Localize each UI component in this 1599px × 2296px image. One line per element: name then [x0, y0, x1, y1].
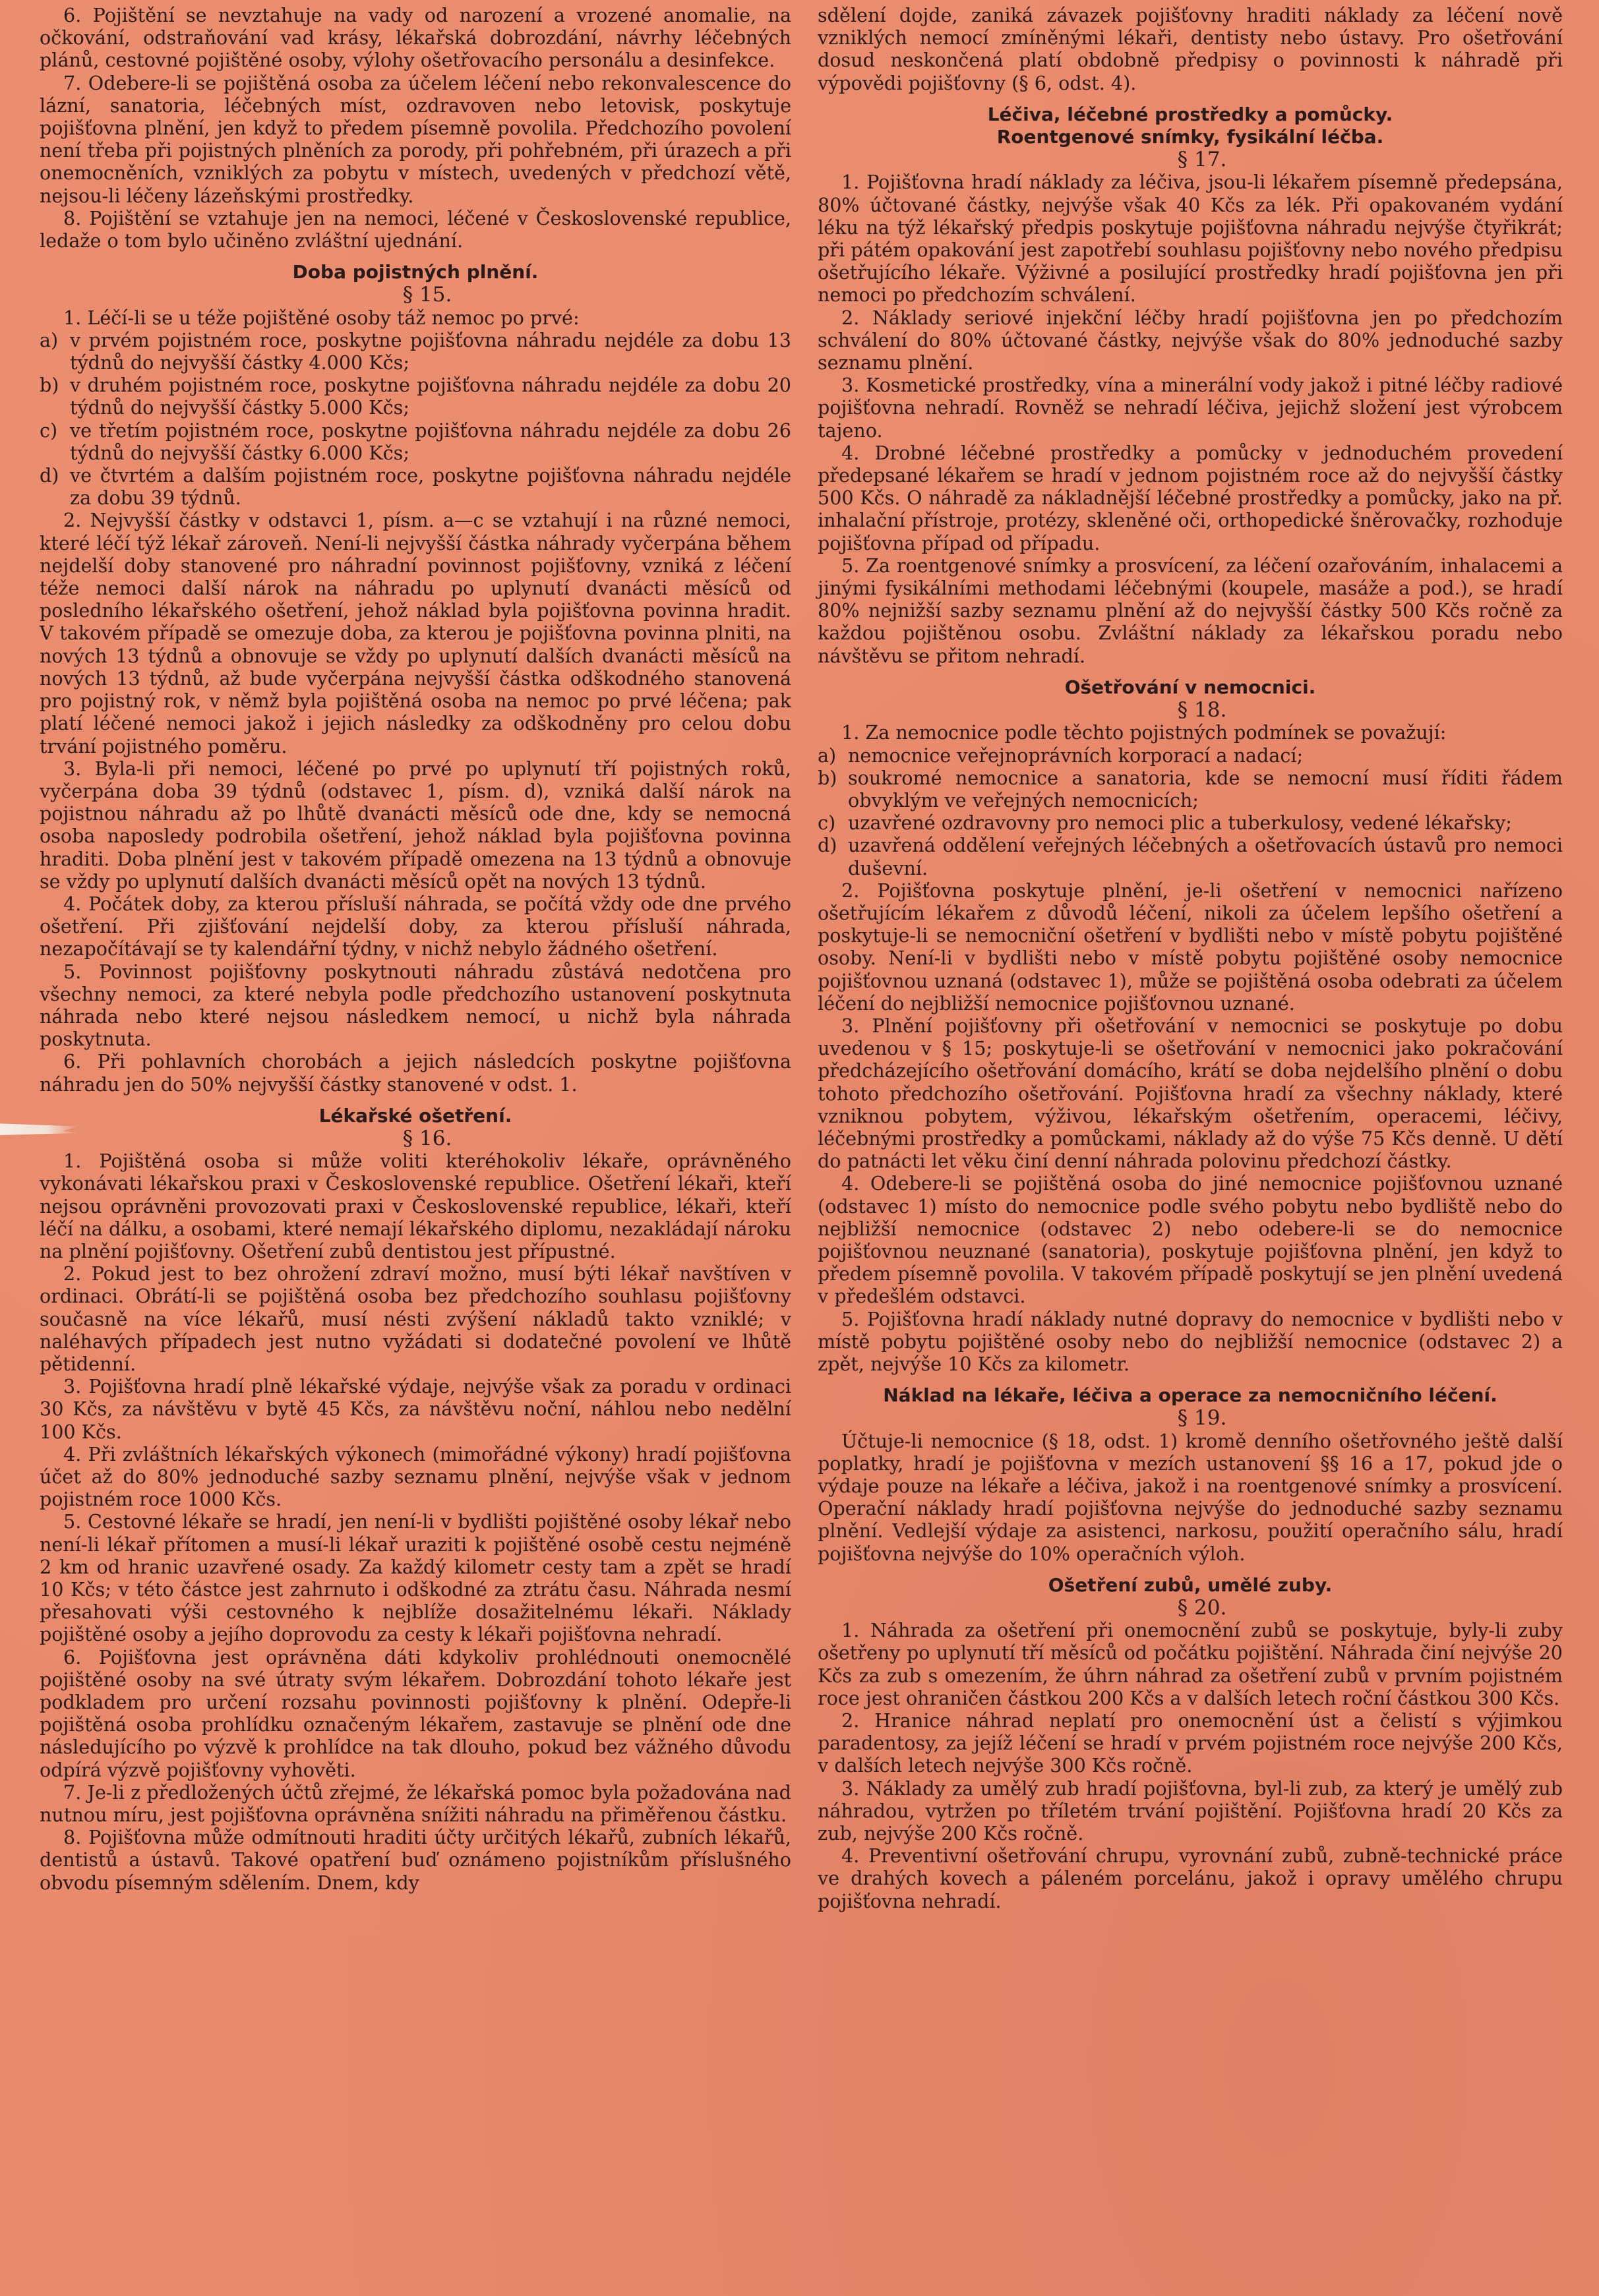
list-item-text: soukromé nemocnice a sanatoria, kde se nemocní musí říditi řádem obvyklým ve veřejných nemocnicích;	[848, 766, 1563, 811]
paragraph: 5. Pojišťovna hradí náklady nutné dopravy do nemocnice v bydlišti nebo v místě pobytu pojištěné osoby nebo do nejbližší nemocnice (odstavec 2) a zpět, nejvýše 10 Kčs za kilometr.	[818, 1307, 1563, 1375]
list-item	[818, 767, 1563, 811]
paragraph: 6. Pojišťovna jest oprávněna dáti kdykoliv prohlédnouti onemocnělé pojištěné osoby na své útraty svým lékařem. Dobrozdání tohoto lékaře jest podkladem pro určení rozsahu povinnosti pojišťovny k plnění. Odepře-li pojištěná osoba prohlídku označeným lékařem, zastavuje se plnění ode dne následujícího po výzvě k prohlídce na tak dlouho, pokud bez vážného důvodu odpírá výzvě pojišťovny vyhověti.	[40, 1645, 791, 1781]
list-item-text: ve třetím pojistném roce, poskytne pojišťovna náhradu nejdéle za dobu 26 týdnů do nejvyšší částky 6.000 Kčs;	[70, 419, 791, 464]
list-item-label: d)	[818, 834, 837, 857]
section-heading: Náklad na lékaře, léčiva a operace za nemocničního léčení.	[883, 1384, 1497, 1407]
paragraph-number: § 19.	[1177, 1406, 1227, 1430]
section-subheading: Roentgenové snímky, fysikální léčba.	[996, 126, 1384, 148]
section-heading: Ošetření zubů, umělé zuby.	[1048, 1574, 1333, 1596]
paragraph: 4. Počátek doby, za kterou přísluší náhrada, se počítá vždy ode dne prvého ošetření. Při zjišťování nejdelší doby, za kterou přísluší náhrada, nezapočítávají se ty kalendářní týdny, v nichž nebylo žádného ošetření.	[40, 892, 791, 960]
paragraph: 3. Náklady za umělý zub hradí pojišťovna, byl-li zub, za který je umělý zub náhradou, vytržen po tříletém trvání pojištění. Pojišťovna hradí 20 Kčs za zub, nejvýše 200 Kčs ročně.	[818, 1777, 1563, 1845]
paragraph: 6. Při pohlavních chorobách a jejich následcích poskytne pojišťovna náhradu jen do 50% nejvyšší částky stanovené v odst. 1.	[40, 1050, 791, 1096]
paragraph: 5. Za roentgenové snímky a prosvícení, za léčení ozařováním, inhalacemi a jinými fysikálními methodami léčebnými (koupele, masáže a pod.), se hradí 80% nejnižší sazby seznamu plnění až do nejvyšší částky 500 Kčs ročně za každou pojištěnou osobu. Zvláštní náklady za lékařskou poradu nebo návštěvu se přitom nehradí.	[818, 554, 1563, 667]
list-item-label: b)	[40, 374, 59, 397]
list-item	[40, 419, 791, 464]
list-item	[818, 834, 1563, 879]
paragraph: 3. Pojišťovna hradí plně lékařské výdaje, nejvýše však za poradu v ordinaci 30 Kčs, za návštěvu v bytě 45 Kčs, za návštěvu noční, náhlou nebo nedělní 100 Kčs.	[40, 1375, 791, 1443]
paragraph: 2. Pojišťovna poskytuje plnění, je-li ošetření v nemocnici nařízeno ošetřujícím lékařem z důvodů léčení, nikoli za účelem lepšího ošetření a poskytuje-li se nemocniční ošetření v bydlišti nebo v místě pobytu pojištěné osoby. Není-li v bydlišti nebo v místě pobytu pojištěné osoby nemocnice pojišťovnou uznaná (odstavec 1), může se pojištěná osoba odebrati za účelem léčení do nejbližší nemocnice pojišťovnou uznané.	[818, 879, 1563, 1015]
list-item-text: v prvém pojistném roce, poskytne pojišťovna náhradu nejdéle za dobu 13 týdnů do nejvyšší částky 4.000 Kčs;	[70, 328, 791, 374]
list-item	[818, 744, 1563, 767]
paragraph: 2. Hranice náhrad neplatí pro onemocnění úst a čelistí s výjimkou paradentosy, za jejíž léčení se hradí v prvém pojistném roce nejvýše 200 Kčs, v dalších letech nejvýše 300 Kčs ročně.	[818, 1709, 1563, 1777]
left-column	[40, 0, 791, 1894]
paragraph-number: § 15.	[402, 283, 452, 307]
paragraph: 4. Preventivní ošetřování chrupu, vyrovnání zubů, zubně-technické práce ve drahých kovech a páleném porcelánu, jakož i opravy umělého chrupu pojišťovna nehradí.	[818, 1844, 1563, 1912]
paragraph: 3. Plnění pojišťovny při ošetřování v nemocnici se poskytuje po dobu uvedenou v § 15; poskytuje-li se ošetřování v nemocnici jako pokračování předcházejícího ošetřování domácího, krátí se doba nejdelšího plnění o dobu tohoto předchozího ošetřování. Pojišťovna hradí za všechny náklady, které vzniknou pobytem, výživou, lékařským ošetřením, operacemi, léčivy, léčebnými prostředky a pomůckami, náklady až do výše 75 Kčs denně. U dětí do patnácti let věku činí denní náhrada polovinu předchozí částky.	[818, 1014, 1563, 1173]
paragraph-number: § 20.	[1177, 1596, 1227, 1620]
paragraph: 8. Pojištění se vztahuje jen na nemoci, léčené v Československé republice, ledaže o tom bylo učiněno zvláštní ujednání.	[40, 206, 791, 252]
paragraph: 3. Kosmetické prostředky, vína a minerální vody jakož i pitné léčby radiové pojišťovna nehradí. Rovněž se nehradí léčiva, jejichž složení jest výrobcem tajeno.	[818, 374, 1563, 442]
section-heading: Ošetřování v nemocnici.	[1064, 676, 1316, 698]
paragraph: 1. Za nemocnice podle těchto pojistných podmínek se považují:	[841, 721, 1447, 744]
paragraph-number: § 16.	[402, 1126, 452, 1150]
list-item-text: v druhém pojistném roce, poskytne pojišťovna náhradu nejdéle za dobu 20 týdnů do nejvyšší částky 5.000 Kčs;	[70, 374, 791, 419]
list-item	[40, 374, 791, 419]
section-heading: Doba pojistných plnění.	[292, 261, 539, 283]
right-column	[818, 0, 1563, 1912]
list-item-label: b)	[818, 766, 837, 789]
list-item-text: uzavřená oddělení veřejných léčebných a ošetřovacích ústavů pro nemoci duševní.	[848, 834, 1563, 879]
paragraph: 4. Při zvláštních lékařských výkonech (mimořádné výkony) hradí pojišťovna účet až do 80% jednoduché sazby seznamu plnění, nejvýše však v jednom pojistném roce 1000 Kčs.	[40, 1442, 791, 1511]
paragraph: 5. Povinnost pojišťovny poskytnouti náhradu zůstává nedotčena pro všechny nemoci, za které nebyla podle předchozího ustanovení poskytnuta náhrada nebo které nejsou následkem nemocí, u nichž byla náhrada poskytnuta.	[40, 960, 791, 1051]
list-item-label: d)	[40, 464, 59, 487]
list-item-text: ve čtvrtém a dalším pojistném roce, poskytne pojišťovna náhradu nejdéle za dobu 39 týdnů.	[70, 464, 791, 510]
paragraph: 7. Odebere-li se pojištěná osoba za účelem léčení nebo rekonvalescence do lázní, sanatoria, léčebných míst, ozdravoven nebo letovisk, poskytuje pojišťovna plnění, jen když to předem písemně povolila. Předchozího povolení není třeba při pojistných plněních za porody, při pohřebném, při úrazech a při onemocněních, vzniklých za pobytu v místech, uvedených v předchozí větě, nejsou-li léčeny lázeňskými prostředky.	[40, 71, 791, 207]
paragraph: sdělení dojde, zaniká závazek pojišťovny hraditi náklady za léčení nově vzniklých nemocí zmíněnými lékaři, dentisty nebo ústavy. Pro ošetřování dosud neskončená platí obdobně předpisy o povinnosti k náhradě při výpovědi pojišťovny (§ 6, odst. 4).	[818, 4, 1563, 94]
paragraph: 1. Pojišťovna hradí náklady za léčiva, jsou-li lékařem písemně předepsána, 80% účtované částky, nejvýše však 40 Kčs za lék. Při opakovaném vydání léku na týž lékařský předpis poskytuje pojišťovna náhradu nejvýše čtyřikrát; při pátém opakování jest zapotřebí souhlasu pojišťovny nebo nového předpisu ošetřujícího lékaře. Výživné a posilující prostředky hradí pojišťovna jen při nemoci po předchozím schválení.	[818, 171, 1563, 307]
list-item-label: c)	[818, 811, 836, 835]
paragraph: 7. Je-li z předložených účtů zřejmé, že lékařská pomoc byla požadována nad nutnou míru, jest pojišťovna oprávněna snížiti náhradu na přiměřenou částku.	[40, 1781, 791, 1827]
section-heading: Lékařské ošetření.	[318, 1104, 512, 1127]
paragraph: 2. Pokud jest to bez ohrožení zdraví možno, musí býti lékař navštíven v ordinaci. Obrátí-li se pojištěná osoba bez předchozího souhlasu pojišťovny současně na více lékařů, musí nésti zvýšení nákladů takto vzniklé; v naléhavých případech jest nutno vyžádati si dodatečné povolení ve lhůtě pětidenní.	[40, 1262, 791, 1375]
paragraph: 4. Odebere-li se pojištěná osoba do jiné nemocnice pojišťovnou uznané (odstavec 1) místo do nemocnice podle svého pobytu nebo bydliště nebo do nejbližší nemocnice (odstavec 2) nebo odebere-li se do nemocnice pojišťovnou neuznané (sanatoria), poskytuje pojišťovna plnění, jen když to předem písemně povolila. V takovém případě poskytují se jen plnění uvedená v předešlém odstavci.	[818, 1172, 1563, 1308]
list-item-text: uzavřené ozdravovny pro nemoci plic a tuberkulosy, vedené lékařsky;	[848, 811, 1512, 835]
paragraph: Účtuje-li nemocnice (§ 18, odst. 1) kromě denního ošetřovného ještě další poplatky, hradí je pojišťovna v mezích ustanovení §§ 16 a 17, pokud jde o výdaje pouze na lékaře a léčiva, jakož i na roentgenové snímky a prosvícení. Operační náklady hradí pojišťovna nejvýše do jednoduché sazby seznamu plnění. Vedlejší výdaje za asistenci, narkosu, použití operačního sálu, hradí pojišťovna nejvýše do 10% operačních výloh.	[818, 1429, 1563, 1565]
paragraph: 1. Pojištěná osoba si může voliti kteréhokoliv lékaře, oprávněného vykonávati lékařskou praxi v Československé republice. Ošetření lékaři, kteří nejsou oprávněni provozovati praxi v Československé republice, lékaři, kteří léčí na dálku, a osobami, které nemají lékařského diplomu, nezakládají nároku na plnění pojišťovny. Ošetření zubů dentistou jest přípustné.	[40, 1150, 791, 1262]
paragraph: 4. Drobné léčebné prostředky a pomůcky v jednoduchém provedení předepsané lékařem se hradí v jednom pojistném roce až do nejvyšší částky 500 Kčs. O náhradě za nákladnější léčebné prostředky a pomůcky, jako na př. inhalační přístroje, protézy, skleněné oči, orthopedické šněrovačky, rozhoduje pojišťovna případ od případu.	[818, 441, 1563, 554]
paragraph: 3. Byla-li při nemoci, léčené po prvé po uplynutí tří pojistných roků, vyčerpána doba 39 týdnů (odstavec 1, písm. d), vzniká další nárok na pojistnou náhradu až po lhůtě dvanácti měsíců ode dne, kdy se nemocná osoba naposledy podrobila ošetření, jehož náklad byla pojišťovna povinna hraditi. Doba plnění jest v takovém případě omezena na 13 týdnů a obnovuje se vždy po uplynutí dalších dvanácti měsíců opět na nových 13 týdnů.	[40, 757, 791, 893]
paragraph: 2. Nejvyšší částky v odstavci 1, písm. a—c se vztahují i na různé nemoci, které léčí týž lékař zároveň. Není-li nejvyšší částka náhrady vyčerpána během nejdelší doby stanovené pro náhradní povinnost pojišťovny, vzniká z léčení téže nemoci další nárok na náhradu po uplynutí dvanácti měsíců od posledního lékařského ošetření, jehož náklad byla pojišťovna povinna hradit. V takovém případě se omezuje doba, za kterou je pojišťovna povinna plniti, na nových 13 týdnů a obnovuje se vždy po uplynutí dalších dvanácti měsíců na nových 13 týdnů, až bude vyčerpána nejvyšší částka odškodného stanovená pro pojistný rok, v němž byla pojištěná osoba na nemoc po prvé léčena; pak platí léčené nemoci jakož i jejich následky za odškodněny pro celou dobu trvání pojistného poměru.	[40, 509, 791, 757]
paragraph: 8. Pojišťovna může odmítnouti hraditi účty určitých lékařů, zubních lékařů, dentistů a ústavů. Takové opatření buď oznámeno pojistníkům příslušného obvodu písemným sdělením. Dnem, kdy	[40, 1826, 791, 1894]
paragraph-number: § 18.	[1177, 698, 1227, 722]
list-item	[40, 329, 791, 374]
paragraph: 5. Cestovné lékaře se hradí, jen není-li v bydlišti pojištěné osoby lékař nebo není-li lékař přítomen a musí-li lékař uraziti k pojištěné osobě cestu nejméně 2 km od hranic uzavřené osady. Za každý kilometr cesty tam a zpět se hradí 10 Kčs; v této částce jest zahrnuto i odškodné za ztrátu času. Náhrada nesmí přesahovati výši cestovného k nejblíže dosažitelnému lékaři. Náklady pojištěné osoby a jejího doprovodu za cesty k lékaři pojišťovna nehradí.	[40, 1510, 791, 1646]
paragraph: 1. Náhrada za ošetření při onemocnění zubů se poskytuje, byly-li zuby ošetřeny po uplynutí tří měsíců od počátku pojištění. Náhrada činí nejvýše 20 Kčs za zub s omezením, že úhrn náhrad za ošetření zubů v prvním pojistném roce jest ohraničen částkou 200 Kčs a v dalších letech roční částkou 300 Kčs.	[818, 1619, 1563, 1709]
list-item-label: a)	[40, 328, 59, 351]
section-heading: Léčiva, léčebné prostředky a pomůcky.	[987, 103, 1393, 125]
list-item	[40, 464, 791, 509]
paragraph-number: § 17.	[1177, 148, 1227, 172]
list-item-text: nemocnice veřejnoprávních korporací a nadací;	[848, 744, 1304, 767]
paragraph: 2. Náklady seriové injekční léčby hradí pojišťovna jen po předchozím schválení do 80% účtované částky, nejvýše však do 80% jednoduché sazby seznamu plnění.	[818, 306, 1563, 374]
list-item-label: c)	[40, 419, 58, 442]
list-item-label: a)	[818, 744, 837, 767]
list-item	[818, 811, 1563, 834]
paragraph: 1. Léčí-li se u téže pojištěné osoby táž nemoc po prvé:	[63, 306, 580, 329]
paragraph: 6. Pojištění se nevztahuje na vady od narození a vrozené anomalie, na očkování, odstraňování vad krásy, lékařská dobrozdání, návrhy léčebných plánů, cestovné pojištěné osoby, výlohy ošetřovacího personálu a desinfekce.	[40, 4, 791, 72]
